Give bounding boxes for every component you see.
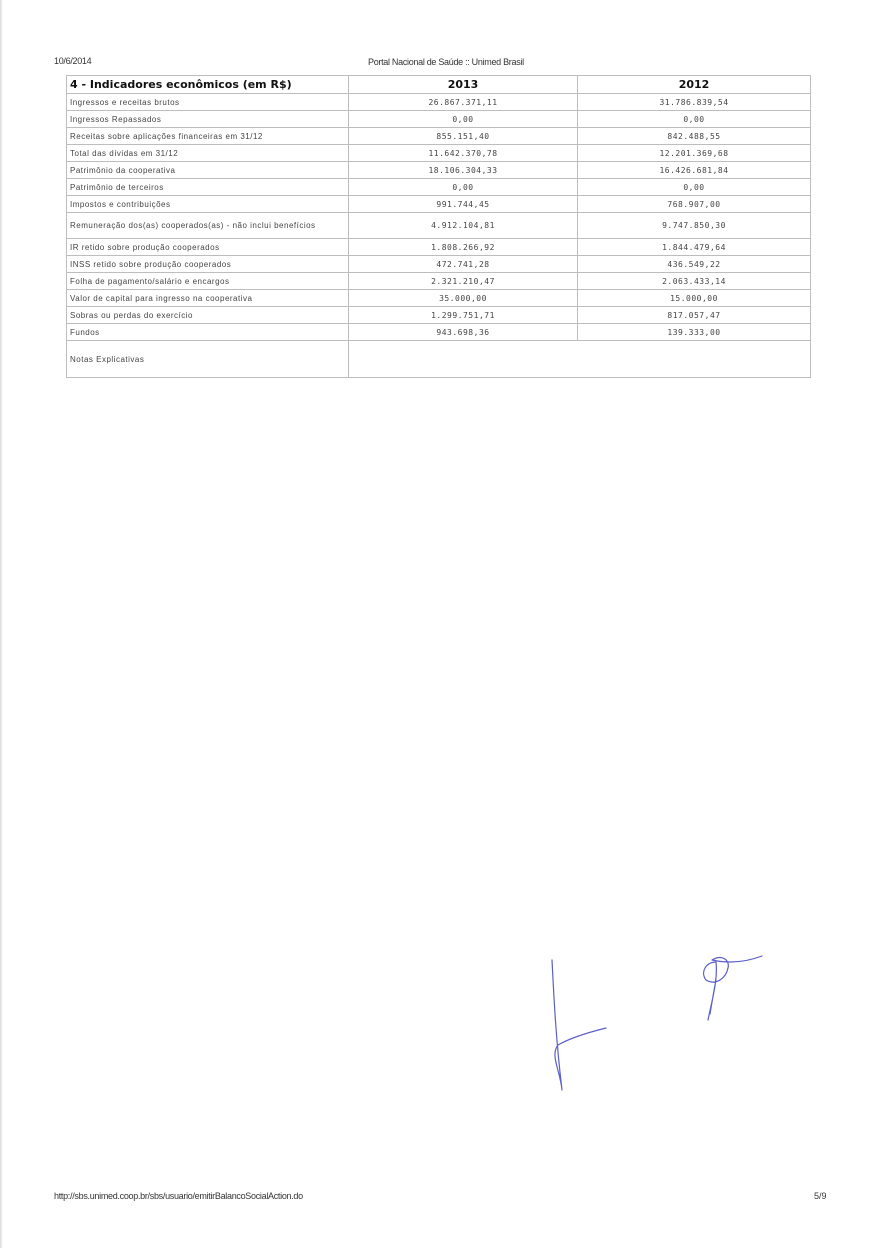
value-2012: 31.786.839,54 [578,94,811,111]
indicator-label: Total das dívidas em 31/12 [67,145,349,162]
indicator-label: Sobras ou perdas do exercício [67,307,349,324]
footer-url: http://sbs.unimed.coop.br/sbs/usuario/emitirBalancoSocialAction.do [54,1191,303,1201]
table-row [67,94,811,111]
value-2013: 2.321.210,47 [349,273,578,290]
page-number: 5/9 [814,1191,827,1201]
value-2013: 18.106.304,33 [349,162,578,179]
print-date: 10/6/2014 [54,56,92,66]
table-row [67,307,811,324]
value-2013: 991.744,45 [349,196,578,213]
value-2013: 472.741,28 [349,256,578,273]
indicator-label: Impostos e contribuições [67,196,349,213]
value-2012: 0,00 [578,111,811,128]
table-row [67,145,811,162]
value-2013: 35.000,00 [349,290,578,307]
indicator-label: Folha de pagamento/salário e encargos [67,273,349,290]
economic-indicators-table [66,75,811,378]
notes-row [67,341,811,378]
value-2013: 1.808.266,92 [349,239,578,256]
value-2013: 1.299.751,71 [349,307,578,324]
indicator-label: Valor de capital para ingresso na cooperativa [67,290,349,307]
value-2012: 1.844.479,64 [578,239,811,256]
value-2012: 12.201.369,68 [578,145,811,162]
value-2013: 26.867.371,11 [349,94,578,111]
indicator-label: Ingressos e receitas brutos [67,94,349,111]
signature-right [704,956,762,1020]
value-2012: 0,00 [578,179,811,196]
signature-left [552,960,606,1090]
table-row [67,324,811,341]
value-2012: 9.747.850,30 [578,213,811,239]
table-header-row [67,76,811,94]
table-row [67,162,811,179]
year-header-2013: 2013 [349,76,578,94]
indicator-label: Patrimônio de terceiros [67,179,349,196]
signatures [540,940,780,1100]
indicator-label: INSS retido sobre produção cooperados [67,256,349,273]
value-2012: 16.426.681,84 [578,162,811,179]
portal-title: Portal Nacional de Saúde :: Unimed Brasil [368,57,524,67]
table-row [67,290,811,307]
notes-value [349,341,811,378]
value-2013: 943.698,36 [349,324,578,341]
table-row [67,273,811,290]
value-2012: 2.063.433,14 [578,273,811,290]
value-2013: 11.642.370,78 [349,145,578,162]
value-2012: 842.488,55 [578,128,811,145]
value-2012: 817.057,47 [578,307,811,324]
indicator-label: Receitas sobre aplicações financeiras em 31/12 [67,128,349,145]
table-row [67,213,811,239]
value-2013: 855.151,40 [349,128,578,145]
value-2013: 4.912.104,81 [349,213,578,239]
table-row [67,111,811,128]
value-2013: 0,00 [349,111,578,128]
value-2012: 768.907,00 [578,196,811,213]
value-2012: 436.549,22 [578,256,811,273]
indicator-label: Patrimônio da cooperativa [67,162,349,179]
indicator-label: IR retido sobre produção cooperados [67,239,349,256]
table-row [67,179,811,196]
value-2012: 139.333,00 [578,324,811,341]
value-2012: 15.000,00 [578,290,811,307]
notes-label: Notas Explicativas [67,341,349,378]
indicator-label: Remuneração dos(as) cooperados(as) - não inclui benefícios [67,213,349,239]
table-row [67,256,811,273]
table-body [67,94,811,378]
scan-edge-shadow [0,0,3,1248]
indicator-label: Fundos [67,324,349,341]
table-row [67,196,811,213]
table-row [67,239,811,256]
table-title: 4 - Indicadores econômicos (em R$) [67,76,349,94]
year-header-2012: 2012 [578,76,811,94]
table-row [67,128,811,145]
indicator-label: Ingressos Repassados [67,111,349,128]
value-2013: 0,00 [349,179,578,196]
